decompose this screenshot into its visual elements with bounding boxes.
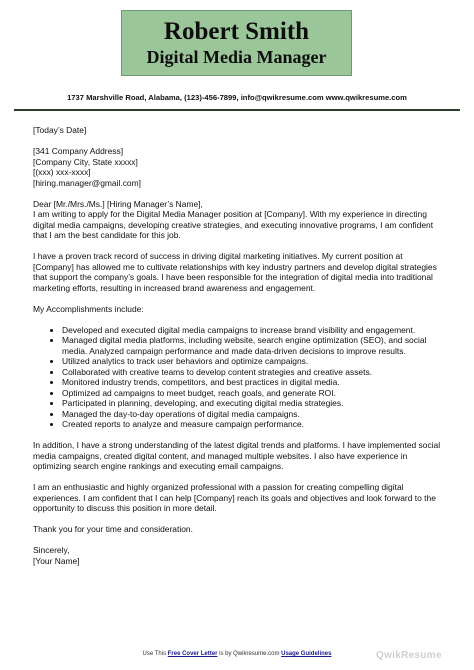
list-item: • Managed digital media platforms, including website, search engine optimization (SEO), and social media. Analyzed campaign performance and made data-driven decisions to improve results. [62,335,445,356]
applicant-name: Robert Smith [163,18,310,45]
contact-line: 1737 Marshville Road, Alabama, (123)-456-7899, info@qwikresume.com www.qwikresume.com [67,93,407,102]
paragraph-closing: I am an enthusiastic and highly organized professional with a passion for creating compelling digital experiences. I am confident that I can help [Company] reach its goals and objectives and look forward to the opportunity to discuss this position in more detail. [33,482,436,513]
header-name-box [121,10,352,76]
list-item: • Participated in planning, developing, and executing digital media strategies. [62,398,445,409]
signoff: Sincerely, [33,545,70,555]
list-item: • Managed the day-to-day operations of digital media campaigns. [62,409,445,420]
address-line: [(xxx) xxx-xxxx] [33,167,91,177]
letter-body [33,125,445,566]
paragraph-skills: In addition, I have a strong understanding of the latest digital trends and platforms. I have implemented social media campaigns, created digital content, and managed multiple websites. I also have experience in optimizing search engine rankings and executing email campaigns. [33,440,441,471]
list-item: • Developed and executed digital media campaigns to increase brand visibility and engagement. [62,325,445,336]
list-item: • Collaborated with creative teams to develop content strategies and creative assets. [62,367,445,378]
address-line: [341 Company Address] [33,146,124,156]
thanks-line: Thank you for your time and consideration. [33,524,193,534]
free-cover-letter-link[interactable]: Free Cover Letter [167,651,218,657]
paragraph-intro: I am writing to apply for the Digital Media Manager position at [Company]. With my experience in directing digital media campaigns, developing creative strategies, and executing innovative programs, I am confident that I am the best candidate for this job. [33,209,434,240]
address-line: [hiring.manager@gmail.com] [33,177,141,188]
job-title: Digital Media Manager [146,47,327,67]
paragraph-experience: I have a proven track record of success in driving digital marketing initiatives. My current position at [Company] has allowed me to cultivate relationships with key industry partners and develop digital strategies that support the company’s goals. I have been responsible for the integration of digital media into traditional marketing efforts, resulting in increased brand awareness and engagement. [33,251,437,293]
header-divider [14,109,460,111]
letter-date: [Today’s Date] [33,125,87,135]
salutation: Dear [Mr./Mrs./Ms.] [Hiring Manager’s Name], [33,198,203,209]
list-item: • Utilized analytics to track user behaviors and optimize campaigns. [62,356,445,367]
accomplishments-list [33,325,445,430]
list-item: • Optimized ad campaigns to meet budget, reach goals, and generate ROI. [62,388,445,399]
footer-middle: is by Qwikresume.com [217,651,282,657]
list-item: • Monitored industry trends, competitors, and best practices in digital media. [62,377,445,388]
address-line: [Company City, State xxxxx] [33,156,138,167]
signature: [Your Name] [33,555,80,566]
usage-guidelines-link[interactable]: Usage Guidelines [281,651,332,657]
qwikresume-logo: QwikResume [376,650,442,661]
list-item: • Created reports to analyze and measure campaign performance. [62,419,445,430]
footer-prefix: Use This [142,651,168,657]
accomplishments-heading: My Accomplishments include: [33,303,144,314]
